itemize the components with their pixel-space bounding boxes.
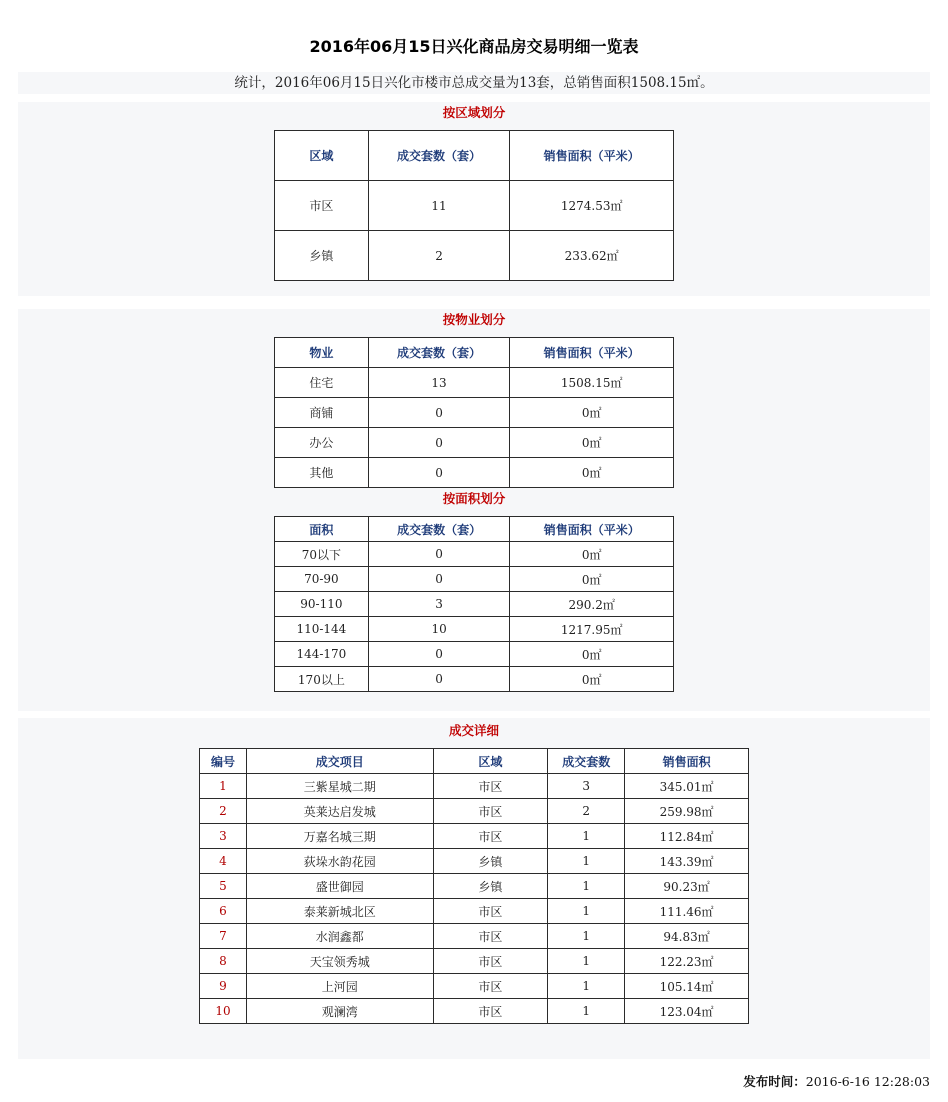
project-count-cell: 1 <box>548 974 625 999</box>
region-table <box>274 130 674 281</box>
details-table <box>199 748 749 1024</box>
area-total-cell: 1217.95㎡ <box>510 617 674 642</box>
area-count-cell: 0 <box>368 542 510 567</box>
region-header-cell: 销售面积（平米） <box>510 131 674 181</box>
project-name-cell: 天宝领秀城 <box>246 949 433 974</box>
table-row <box>275 398 674 428</box>
property-area-cell: 0㎡ <box>510 398 674 428</box>
project-name-cell: 盛世御园 <box>246 874 433 899</box>
table-row <box>275 542 674 567</box>
project-count-cell: 1 <box>548 824 625 849</box>
area-total-cell: 0㎡ <box>510 642 674 667</box>
project-region-cell: 市区 <box>433 799 548 824</box>
project-area-cell: 143.39㎡ <box>625 849 749 874</box>
table-row <box>275 617 674 642</box>
property-count-cell: 13 <box>368 368 510 398</box>
area-total-cell: 290.2㎡ <box>510 592 674 617</box>
project-area-cell: 90.23㎡ <box>625 874 749 899</box>
area-header-cell: 销售面积（平米） <box>510 517 674 542</box>
table-row <box>200 924 749 949</box>
area-count-cell: 3 <box>368 592 510 617</box>
table-row <box>200 999 749 1024</box>
area-count-cell: 10 <box>368 617 510 642</box>
page-title: 2016年06月15日兴化商品房交易明细一览表 <box>309 37 639 56</box>
publish-label: 发布时间： <box>743 1074 806 1089</box>
property-table <box>274 337 674 488</box>
project-region-cell: 市区 <box>433 924 548 949</box>
table-row <box>200 899 749 924</box>
project-region-cell: 市区 <box>433 999 548 1024</box>
area-range-cell: 70-90 <box>275 567 369 592</box>
project-name-cell: 荻垛水韵花园 <box>246 849 433 874</box>
area-total-cell: 0㎡ <box>510 567 674 592</box>
row-number-cell: 4 <box>200 849 247 874</box>
project-region-cell: 乡镇 <box>433 874 548 899</box>
project-count-cell: 2 <box>548 799 625 824</box>
table-row <box>275 458 674 488</box>
row-number-cell: 3 <box>200 824 247 849</box>
project-region-cell: 市区 <box>433 974 548 999</box>
row-number-cell: 7 <box>200 924 247 949</box>
property-header-cell: 销售面积（平米） <box>510 338 674 368</box>
project-count-cell: 1 <box>548 874 625 899</box>
region-count-cell: 2 <box>368 231 510 281</box>
project-count-cell: 1 <box>548 999 625 1024</box>
region-area-cell: 233.62㎡ <box>510 231 674 281</box>
project-name-cell: 万嘉名城三期 <box>246 824 433 849</box>
property-type-cell: 其他 <box>275 458 369 488</box>
table-row <box>200 799 749 824</box>
project-region-cell: 市区 <box>433 774 548 799</box>
publish-time <box>743 1072 930 1090</box>
property-count-cell: 0 <box>368 458 510 488</box>
region-area-cell: 1274.53㎡ <box>510 181 674 231</box>
area-range-cell: 70以下 <box>275 542 369 567</box>
project-area-cell: 123.04㎡ <box>625 999 749 1024</box>
project-area-cell: 105.14㎡ <box>625 974 749 999</box>
publish-time-value: 2016-6-16 12:28:03 <box>805 1074 930 1089</box>
region-header-cell: 区域 <box>275 131 369 181</box>
property-section-title: 按物业划分 <box>442 312 506 327</box>
property-area-cell: 0㎡ <box>510 458 674 488</box>
table-row <box>275 567 674 592</box>
details-header-cell: 编号 <box>200 749 247 774</box>
table-row <box>275 642 674 667</box>
area-section-title: 按面积划分 <box>442 491 506 506</box>
details-header-cell: 销售面积 <box>625 749 749 774</box>
details-header-cell: 区域 <box>433 749 548 774</box>
details-header-cell: 成交项目 <box>246 749 433 774</box>
area-range-cell: 90-110 <box>275 592 369 617</box>
region-name-cell: 市区 <box>275 181 369 231</box>
table-row <box>275 368 674 398</box>
project-area-cell: 94.83㎡ <box>625 924 749 949</box>
region-header-cell: 成交套数（套） <box>368 131 510 181</box>
project-count-cell: 1 <box>548 924 625 949</box>
table-row <box>200 774 749 799</box>
table-row <box>200 949 749 974</box>
table-row <box>275 231 674 281</box>
details-header-cell: 成交套数 <box>548 749 625 774</box>
project-region-cell: 市区 <box>433 824 548 849</box>
property-type-cell: 办公 <box>275 428 369 458</box>
project-region-cell: 市区 <box>433 899 548 924</box>
area-total-cell: 0㎡ <box>510 667 674 692</box>
project-area-cell: 345.01㎡ <box>625 774 749 799</box>
area-header-cell: 成交套数（套） <box>368 517 510 542</box>
row-number-cell: 6 <box>200 899 247 924</box>
area-range-cell: 110-144 <box>275 617 369 642</box>
row-number-cell: 8 <box>200 949 247 974</box>
project-count-cell: 1 <box>548 899 625 924</box>
area-total-cell: 0㎡ <box>510 542 674 567</box>
table-row <box>275 667 674 692</box>
project-name-cell: 英莱达启发城 <box>246 799 433 824</box>
property-type-cell: 住宅 <box>275 368 369 398</box>
project-region-cell: 市区 <box>433 949 548 974</box>
property-area-cell: 0㎡ <box>510 428 674 458</box>
area-count-cell: 0 <box>368 667 510 692</box>
project-name-cell: 泰莱新城北区 <box>246 899 433 924</box>
row-number-cell: 10 <box>200 999 247 1024</box>
details-section-title: 成交详细 <box>448 723 499 738</box>
table-row <box>275 181 674 231</box>
row-number-cell: 5 <box>200 874 247 899</box>
region-section-title: 按区域划分 <box>442 105 506 120</box>
table-row <box>275 428 674 458</box>
project-count-cell: 3 <box>548 774 625 799</box>
project-name-cell: 上河园 <box>246 974 433 999</box>
project-count-cell: 1 <box>548 949 625 974</box>
project-area-cell: 122.23㎡ <box>625 949 749 974</box>
table-row <box>200 824 749 849</box>
property-header-cell: 物业 <box>275 338 369 368</box>
property-type-cell: 商铺 <box>275 398 369 428</box>
property-header-cell: 成交套数（套） <box>368 338 510 368</box>
region-count-cell: 11 <box>368 181 510 231</box>
project-name-cell: 三紫星城二期 <box>246 774 433 799</box>
property-area-cell: 1508.15㎡ <box>510 368 674 398</box>
project-region-cell: 乡镇 <box>433 849 548 874</box>
summary-text: 统计，2016年06月15日兴化市楼市总成交量为13套，总销售面积1508.15㎡。 <box>18 72 930 94</box>
project-area-cell: 111.46㎡ <box>625 899 749 924</box>
table-row <box>200 849 749 874</box>
area-range-cell: 170以上 <box>275 667 369 692</box>
project-area-cell: 112.84㎡ <box>625 824 749 849</box>
project-count-cell: 1 <box>548 849 625 874</box>
region-name-cell: 乡镇 <box>275 231 369 281</box>
table-row <box>200 974 749 999</box>
area-range-cell: 144-170 <box>275 642 369 667</box>
table-row <box>200 874 749 899</box>
project-name-cell: 观澜湾 <box>246 999 433 1024</box>
row-number-cell: 1 <box>200 774 247 799</box>
project-name-cell: 水润鑫都 <box>246 924 433 949</box>
project-area-cell: 259.98㎡ <box>625 799 749 824</box>
row-number-cell: 2 <box>200 799 247 824</box>
area-count-cell: 0 <box>368 567 510 592</box>
row-number-cell: 9 <box>200 974 247 999</box>
area-count-cell: 0 <box>368 642 510 667</box>
table-row <box>275 592 674 617</box>
property-count-cell: 0 <box>368 428 510 458</box>
area-table <box>274 516 674 692</box>
property-count-cell: 0 <box>368 398 510 428</box>
area-header-cell: 面积 <box>275 517 369 542</box>
